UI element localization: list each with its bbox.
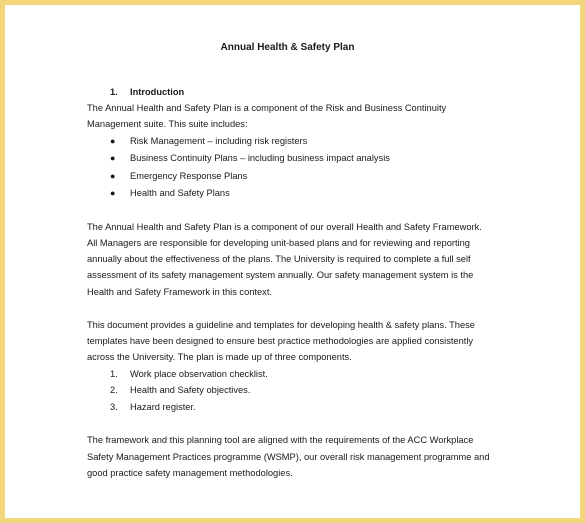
paragraph-line: Health and Safety Framework in this context.	[87, 287, 272, 297]
paragraph-line: Safety Management Practices programme (WSMP), our overall risk management programme and	[87, 452, 490, 462]
section-number: 1.	[110, 87, 118, 97]
section-heading: Introduction	[130, 87, 185, 97]
intro-line: The Annual Health and Safety Plan is a component of the Risk and Business Continuity	[87, 103, 447, 113]
list-item: Risk Management – including risk registers	[130, 136, 308, 146]
bullet-icon: ●	[110, 153, 116, 163]
list-number: 2.	[110, 385, 118, 395]
paragraph-line: good practice safety management methodologies.	[87, 468, 293, 478]
bullet-icon: ●	[110, 171, 116, 181]
document-title: Annual Health & Safety Plan	[220, 42, 355, 53]
list-item: Business Continuity Plans – including business impact analysis	[130, 153, 390, 163]
list-number: 1.	[110, 369, 118, 379]
list-number: 3.	[110, 402, 118, 412]
paragraph-line: The framework and this planning tool are aligned with the requirements of the ACC Workplace	[87, 435, 474, 445]
paragraph-line: This document provides a guideline and templates for developing health & safety plans. These	[87, 320, 475, 330]
list-item: Hazard register.	[130, 402, 196, 412]
list-item: Health and Safety objectives.	[130, 385, 251, 395]
paragraph-line: assessment of its safety management system annually. Our safety management system is the	[87, 270, 474, 280]
list-item: Health and Safety Plans	[130, 188, 230, 198]
intro-line: Management suite. This suite includes:	[87, 119, 248, 129]
paragraph-line: annually about the effectiveness of the plans. The University is required to complete a full self	[87, 254, 471, 264]
bullet-icon: ●	[110, 136, 116, 146]
list-item: Work place observation checklist.	[130, 369, 268, 379]
paragraph-line: across the University. The plan is made up of three components.	[87, 352, 352, 362]
paragraph-line: The Annual Health and Safety Plan is a component of our overall Health and Safety Framework.	[87, 222, 482, 232]
list-item: Emergency Response Plans	[130, 171, 248, 181]
bullet-icon: ●	[110, 188, 116, 198]
paragraph-line: templates have been designed to ensure best practice methodologies are applied consistently	[87, 336, 474, 346]
paragraph-line: All Managers are responsible for developing unit-based plans and for reviewing and reporting	[87, 238, 470, 248]
